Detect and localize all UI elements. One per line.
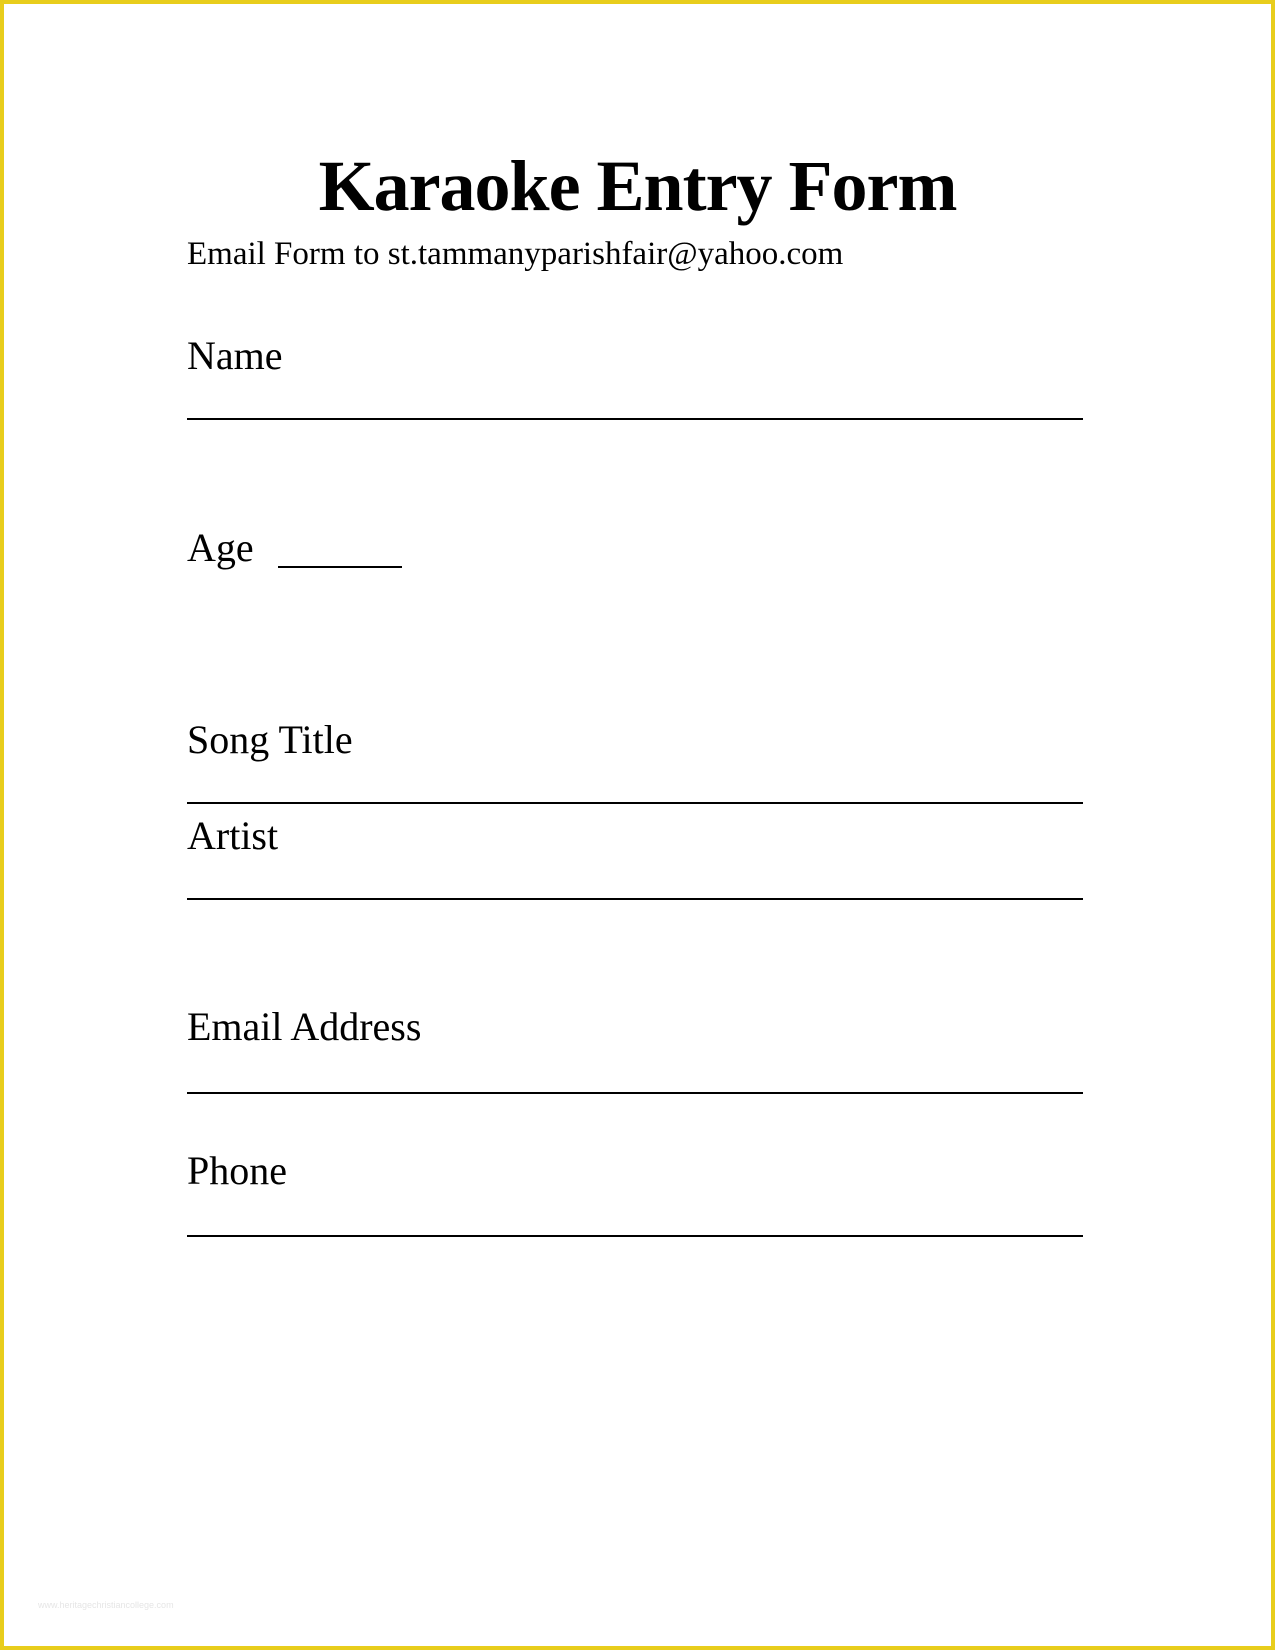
age-line[interactable] bbox=[278, 566, 402, 568]
email-address-label: Email Address bbox=[187, 1004, 422, 1049]
song-title-label: Song Title bbox=[187, 717, 353, 762]
name-label: Name bbox=[187, 333, 283, 378]
email-address-line[interactable] bbox=[187, 1092, 1083, 1094]
artist-line[interactable] bbox=[187, 898, 1083, 900]
song-title-line[interactable] bbox=[187, 802, 1083, 804]
watermark: www.heritagechristiancollege.com bbox=[38, 1600, 174, 1610]
form-title: Karaoke Entry Form bbox=[318, 146, 957, 226]
phone-line[interactable] bbox=[187, 1235, 1083, 1237]
name-line[interactable] bbox=[187, 418, 1083, 420]
phone-label: Phone bbox=[187, 1148, 287, 1193]
age-label: Age bbox=[187, 525, 254, 570]
artist-label: Artist bbox=[187, 813, 279, 858]
email-instructions: Email Form to st.tammanyparishfair@yahoo.com bbox=[187, 236, 844, 272]
